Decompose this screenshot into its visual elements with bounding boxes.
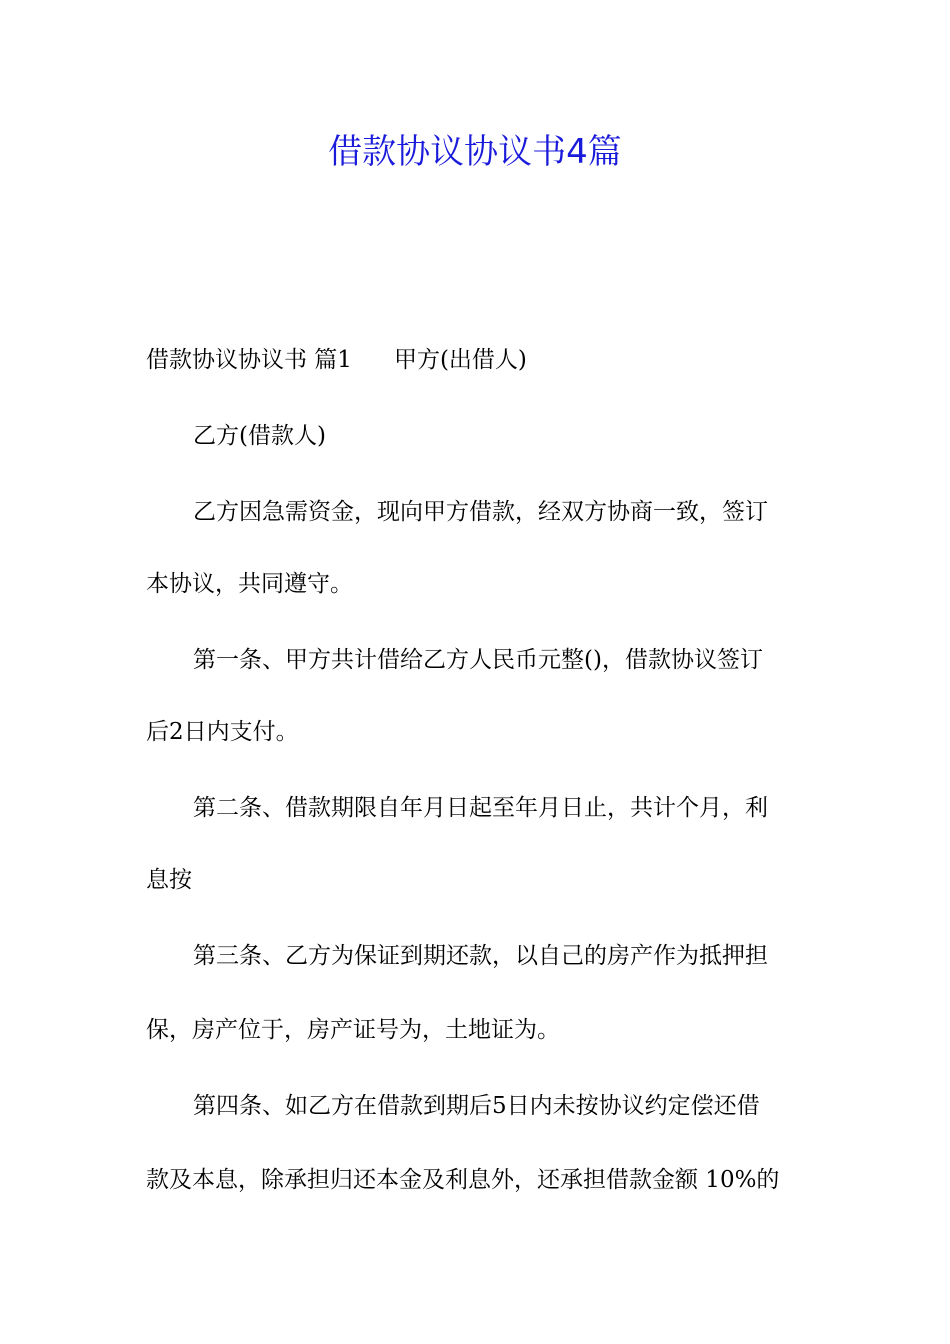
paragraph-line: 保，房产位于，房产证号为，土地证为。 [146,1017,560,1043]
document-title: 借款协议协议书4篇 [328,132,622,172]
paragraph-line: 息按 [146,867,192,893]
article-two-line: 第二条、借款期限自年月日起至年月日止，共计个月，利 [193,795,768,821]
section-heading: 借款协议协议书 篇1 [146,347,352,373]
article-four-line: 第四条、如乙方在借款到期后5日内未按协议约定偿还借 [193,1093,760,1119]
party-a-label: 甲方(出借人) [393,347,527,373]
article-one-line: 第一条、甲方共计借给乙方人民币元整()，借款协议签订 [193,647,763,673]
section-heading-line [146,342,527,378]
paragraph-line: 本协议，共同遵守。 [146,571,353,597]
paragraph-line: 后2日内支付。 [146,719,299,745]
party-b-label: 乙方(借款人) [193,423,326,449]
article-three-line: 第三条、乙方为保证到期还款，以自己的房产作为抵押担 [193,943,768,969]
paragraph-line: 款及本息，除承担归还本金及利息外，还承担借款金额 10%的 [146,1167,780,1193]
paragraph-line: 乙方因急需资金，现向甲方借款，经双方协商一致，签订 [193,499,768,525]
